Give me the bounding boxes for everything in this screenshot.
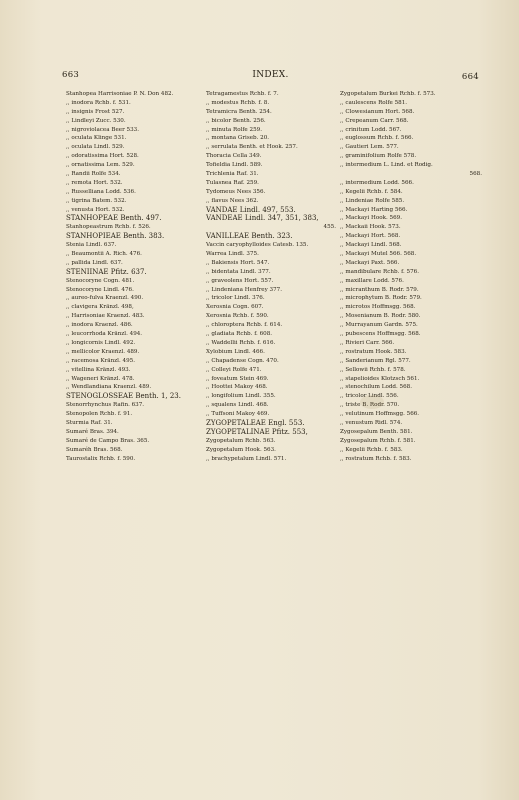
index-entry: ,, Mackayi Hook. 569. bbox=[340, 215, 402, 222]
index-entry: ,, flavus Nees 362. bbox=[206, 197, 259, 204]
index-entry: ,, clavigera Kränzl. 498, bbox=[66, 304, 134, 311]
index-entry: ,, Tuffsoni Makoy 469. bbox=[206, 411, 270, 418]
index-entry: ,, graveolens Hort. 557. bbox=[206, 277, 274, 284]
index-entry: ,, crinitum Lodd. 567. bbox=[340, 126, 402, 133]
index-entry: Xerosnia Cogn. 607. bbox=[206, 304, 264, 311]
right-page-number: 664 bbox=[461, 72, 479, 82]
index-entry: Warrea Lindl. 375. bbox=[206, 251, 259, 258]
index-entry: ,, Mackaii Hook. 573. bbox=[340, 224, 401, 231]
index-entry: ,, microtos Hoffmsgg. 568. bbox=[340, 304, 416, 311]
index-entry: Tetragamestus Rchb. f. 7. bbox=[206, 91, 279, 97]
index-entry: ,, nigroviolacea Beer 533. bbox=[66, 126, 139, 133]
index-entry: ,, Rivieri Carr. 566. bbox=[340, 339, 395, 346]
index-entry: ,, odoratissima Hort. 528. bbox=[66, 153, 139, 160]
index-entry: ,, oculata Lindl. 529. bbox=[66, 144, 125, 151]
index-entry: STENIINAE Pfitz. 637. bbox=[66, 267, 147, 276]
index-entry: ,, inodora Kraenzl. 486. bbox=[66, 322, 133, 329]
running-title: INDEX. bbox=[252, 70, 289, 80]
index-entry: ,, Mackayi Mutel 566. 568. bbox=[340, 251, 417, 258]
index-entry: Tetramicra Benth. 254. bbox=[206, 108, 272, 115]
index-entry: 455. bbox=[323, 224, 336, 231]
index-entry: ,, vitellina Kränzl. 493. bbox=[66, 366, 131, 373]
index-entry: ,, velutinum Hoffmsgg. 566. bbox=[340, 411, 420, 418]
index-entry: ,, euglossum Rchb. f. 566. bbox=[340, 135, 414, 142]
index-column-1 bbox=[66, 90, 200, 463]
page-header bbox=[62, 70, 479, 84]
index-entry: ,, rostratum Rchb. f. 583. bbox=[340, 455, 412, 462]
index-entry: Sturmia Raf. 31. bbox=[66, 419, 113, 426]
index-entry: ,, Harrisoniae Kraenzl. 483. bbox=[66, 313, 145, 320]
index-entry: ,, Murrayanum Gardn. 575. bbox=[340, 322, 418, 329]
index-entry: ,, Waddellii Rchb. f. 616. bbox=[206, 339, 276, 346]
index-entry: ,, micranthum B. Rodr. 579. bbox=[340, 286, 419, 293]
index-entry: Stenia Lindl. 637. bbox=[66, 242, 117, 249]
index-entry: ,, tigrina Batem. 532. bbox=[66, 197, 127, 204]
index-entry: ,, Sellowii Rchb. f. 578. bbox=[340, 366, 406, 373]
index-entry: ,, bicolor Benth. 256. bbox=[206, 117, 266, 124]
index-entry: ,, venustum Ridl. 574. bbox=[340, 419, 403, 426]
index-entry: Taurostalix Rchb. f. 590. bbox=[66, 455, 136, 462]
index-entry: ,, Wendlandiana Kraenzl. 489. bbox=[66, 384, 152, 391]
index-entry: ZYGOPETALINAE Pfitz. 553, bbox=[206, 427, 308, 436]
index-entry: Stenorrhynchus Rafin. 637. bbox=[66, 402, 145, 409]
index-entry: ,, Mackayi Lindl. 568. bbox=[340, 242, 402, 249]
index-entry: ,, racemosa Kränzl. 495. bbox=[66, 357, 135, 364]
index-entry: ,, insignis Frost 527. bbox=[66, 108, 125, 115]
index-entry: ,, venusta Hort. 532. bbox=[66, 206, 125, 213]
index-entry: ,, remota Hort. 532. bbox=[66, 179, 123, 186]
index-entry: Zygopetalum Rchb. 563. bbox=[206, 437, 276, 444]
index-entry: ,, pallida Lindl. 637. bbox=[66, 259, 123, 266]
index-entry: ,, Bakiensis Hort. 547. bbox=[206, 259, 270, 266]
index-entry: VANILLEAE Benth. 323. bbox=[206, 232, 293, 241]
index-entry: ,, Randii Rolfe 534. bbox=[66, 171, 121, 178]
index-entry: ,, montana Griseb. 20. bbox=[206, 135, 270, 142]
index-entry: ,, Lindeniae Rolfe 585. bbox=[340, 197, 405, 204]
index-entry: ,, Mackayi Hort. 568. bbox=[340, 233, 401, 240]
index-entry: ,, Kegelii Rchb. f. 584. bbox=[340, 188, 403, 195]
index-entry: 568. bbox=[469, 171, 482, 178]
index-entry: ,, tricolor Lindl. 556. bbox=[340, 393, 399, 400]
index-entry: ,, foveatum Stein 469. bbox=[206, 375, 269, 382]
index-entry: ,, stenochilum Lodd. 568. bbox=[340, 384, 412, 391]
index-entry: ,, bidentata Lindl. 377. bbox=[206, 268, 271, 275]
index-entry: ,, Russelliana Lodd. 536. bbox=[66, 188, 136, 195]
index-entry: ,, Sanderianum Rgl. 577. bbox=[340, 357, 411, 364]
index-entry: STENOGLOSSEAE Benth. 1, 23. bbox=[66, 392, 181, 401]
index-entry: Xerosnia Rchb. f. 590. bbox=[206, 313, 269, 320]
index-entry: Tydomeus Nees 356. bbox=[206, 188, 266, 195]
index-entry: Sumaréh Bras. 568. bbox=[66, 446, 123, 453]
index-entry: ZYGOPETALEAE Engl. 553. bbox=[206, 418, 305, 427]
index-entry: STANHOPEAE Benth. 497. bbox=[66, 214, 162, 223]
index-entry: Stanhopeastrum Rchb. f. 526. bbox=[66, 224, 151, 231]
index-entry: ,, Gautieri Lem. 577. bbox=[340, 144, 399, 151]
index-entry: ,, longicornis Lindl. 492. bbox=[66, 339, 136, 346]
index-entry: ,, caulescens Rolfe 581. bbox=[340, 99, 408, 106]
paper-stain bbox=[360, 395, 384, 409]
index-entry: ,, Crepeanum Carr. 568. bbox=[340, 117, 409, 124]
index-entry: ,, modestus Rchb. f. 8. bbox=[206, 99, 270, 106]
index-entry: ,, microphytum B. Rodr. 579. bbox=[340, 295, 422, 302]
index-entry: ,, intermedium Lodd. 566. bbox=[340, 179, 414, 186]
index-entry: Tofieldia Lindl. 589. bbox=[206, 162, 263, 169]
index-entry: Zygopetalum Hook. 563. bbox=[206, 446, 276, 453]
index-entry: ,, Mosenianum B. Rodr. 580. bbox=[340, 313, 421, 320]
index-entry: Zygopetalum Burkei Rchb. f. 573. bbox=[340, 91, 436, 97]
index-entry: ,, mellicolor Kraenzl. 489. bbox=[66, 348, 140, 355]
index-entry: Trichlenia Raf. 31. bbox=[206, 171, 259, 178]
index-entry: ,, tricolor Lindl. 376. bbox=[206, 295, 265, 302]
index-entry: ,, Kegelii Rchb. f. 583. bbox=[340, 446, 403, 453]
index-entry: ,, squalens Lindl. 468. bbox=[206, 402, 269, 409]
index-entry: Stenocoryne Cogn. 481. bbox=[66, 277, 135, 284]
index-entry: ,, maxillare Lodd. 576. bbox=[340, 277, 404, 284]
index-entry: Zygosepalum Benth. 581. bbox=[340, 428, 413, 435]
index-entry: ,, Clowesianum Hort. 568. bbox=[340, 108, 415, 115]
index-entry: ,, gladiata Rchb. f. 608. bbox=[206, 331, 273, 338]
index-column-2 bbox=[206, 90, 344, 463]
index-entry: ,, Chapadense Cogn. 470. bbox=[206, 357, 279, 364]
index-entry: ,, chloroptera Rchb. f. 614. bbox=[206, 322, 283, 329]
index-entry: ,, triste B. Rodr. 570. bbox=[340, 402, 400, 409]
index-entry: ,, intermedium L. Lind. et Rodig. bbox=[340, 162, 433, 169]
index-entry: ,, Lindleyi Zucc. 530. bbox=[66, 117, 126, 124]
index-entry: ,, leucorrhoda Kränzl. 494. bbox=[66, 331, 143, 338]
index-entry: Stanhopea Harrisoniae P. N. Don 482. bbox=[66, 91, 174, 97]
index-entry: Stenocoryne Lindl. 476. bbox=[66, 286, 134, 293]
index-entry: ,, Mackayi Paxt. 566. bbox=[340, 259, 400, 266]
index-entry: ,, Hoottei Makoy 468. bbox=[206, 384, 268, 391]
index-entry: Zygosepalum Rchb. f. 581. bbox=[340, 437, 416, 444]
index-entry: Tulasnea Raf. 259. bbox=[206, 179, 259, 186]
index-column-3 bbox=[340, 90, 490, 463]
index-entry: ,, aureo-fulva Kraenzl. 490. bbox=[66, 295, 144, 302]
left-page-number: 663 bbox=[62, 70, 80, 80]
index-entry: Vaccin caryophylloides Catesb. 135. bbox=[206, 242, 309, 249]
index-entry: ,, ornatissima Lem. 529. bbox=[66, 162, 135, 169]
index-entry: Thoracia Cella 349. bbox=[206, 153, 262, 160]
index-entry: ,, longifolium Lindl. 355. bbox=[206, 393, 276, 400]
index-entry: ,, stapelioides Klotzsch 561. bbox=[340, 375, 420, 382]
index-entry: ,, graminifolium Rolfe 578. bbox=[340, 153, 417, 160]
index-entry: ,, pubescens Hoffmsgg. 568. bbox=[340, 331, 421, 338]
index-entry: STANHOPIEAE Benth. 383. bbox=[66, 232, 165, 241]
index-entry: ,, Lindeniana Henfrey 377. bbox=[206, 286, 283, 293]
index-entry: ,, Colleyi Rolfe 471. bbox=[206, 366, 262, 373]
index-entry: Stenopolen Rchb. f. 91. bbox=[66, 411, 133, 418]
index-entry: VANDAE Lindl. 497, 553. bbox=[206, 205, 296, 214]
index-entry: VANDEAE Lindl. 347, 351, 383, bbox=[206, 214, 319, 223]
index-entry: ,, serrulata Benth. et Hook. 257. bbox=[206, 144, 298, 151]
index-entry: Sumaré de Campo Bras. 365. bbox=[66, 437, 150, 444]
index-entry: ,, brachypetalum Lindl. 571. bbox=[206, 455, 287, 462]
index-entry: Xylobium Lindl. 466. bbox=[206, 348, 265, 355]
index-entry: ,, minuta Rolfe 259. bbox=[206, 126, 262, 133]
index-entry: ,, Beaumontii A. Rich. 476. bbox=[66, 251, 142, 258]
index-entry: ,, oculata Klinge 531. bbox=[66, 135, 127, 142]
index-entry: ,, Wageneri Kränzl. 478. bbox=[66, 375, 135, 382]
index-entry: Sumaré Bras. 394. bbox=[66, 428, 119, 435]
index-entry: ,, inodora Rchb. f. 531. bbox=[66, 99, 131, 106]
index-entry: ,, Mackayi Harting 566. bbox=[340, 206, 408, 213]
index-entry: ,, rostratum Hook. 583. bbox=[340, 348, 407, 355]
index-entry: ,, mandibulare Rchb. f. 576. bbox=[340, 268, 419, 275]
